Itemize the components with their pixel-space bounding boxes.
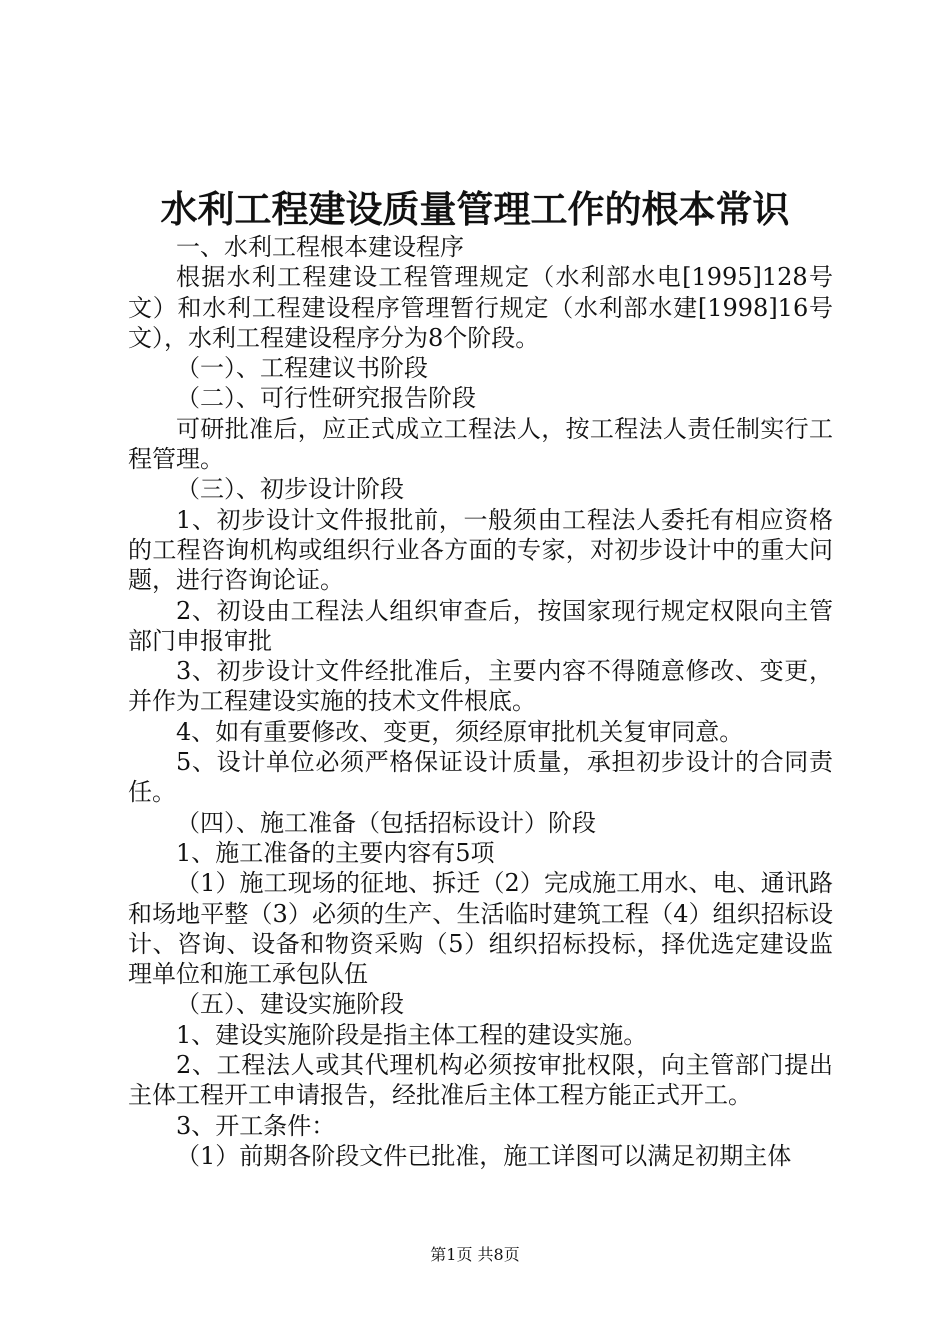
paragraph: 根据水利工程建设工程管理规定（水利部水电[1995]128号文）和水利工程建设程序管理暂行规定（水利部水建[1998]16号文），水利工程建设程序分为8个阶段。 <box>128 263 833 352</box>
paragraph: （四）、施工准备（包括招标设计）阶段 <box>176 808 596 837</box>
page-footer: 第1页 共8页 <box>430 1245 520 1264</box>
document-body <box>128 232 833 1171</box>
paragraph: 可研批准后，应正式成立工程法人，按工程法人责任制实行工程管理。 <box>128 414 833 474</box>
paragraph: 2、工程法人或其代理机构必须按审批权限，向主管部门提出主体工程开工申请报告，经批准后主体工程方能正式开工。 <box>128 1051 833 1110</box>
paragraph: （1）前期各阶段文件已批准，施工详图可以满足初期主体 <box>176 1141 792 1170</box>
paragraph: 4、如有重要修改、变更，须经原审批机关复审同意。 <box>176 717 744 746</box>
paragraph: 一、水利工程根本建设程序 <box>176 233 464 261</box>
paragraph: 5、设计单位必须严格保证设计质量，承担初步设计的合同责任。 <box>128 748 833 807</box>
paragraph: （二）、可行性研究报告阶段 <box>176 384 476 413</box>
paragraph: 1、初步设计文件报批前，一般须由工程法人委托有相应资格的工程咨询机构或组织行业各方面的专家，对初步设计中的重大问题，进行咨询论证。 <box>128 505 833 595</box>
paragraph: 3、初步设计文件经批准后，主要内容不得随意修改、变更，并作为工程建设实施的技术文件根底。 <box>128 657 833 716</box>
paragraph: 2、初设由工程法人组织审查后，按国家现行规定权限向主管部门申报审批 <box>128 596 833 655</box>
paragraph: （1）施工现场的征地、拆迁（2）完成施工用水、电、通讯路和场地平整（3）必须的生产、生活临时建筑工程（4）组织招标设计、咨询、设备和物资采购（5）组织招标投标，择优选定建设监理单位和施工承包队伍 <box>128 869 833 989</box>
paragraph: 1、建设实施阶段是指主体工程的建设实施。 <box>176 1020 648 1049</box>
paragraph: 3、开工条件： <box>176 1111 336 1140</box>
paragraph: （一）、工程建议书阶段 <box>176 354 428 383</box>
paragraph: 1、施工准备的主要内容有5项 <box>176 838 495 867</box>
document-title: 水利工程建设质量管理工作的根本常识 <box>160 187 790 231</box>
paragraph: （三）、初步设计阶段 <box>176 475 404 504</box>
paragraph: （五）、建设实施阶段 <box>176 990 404 1019</box>
